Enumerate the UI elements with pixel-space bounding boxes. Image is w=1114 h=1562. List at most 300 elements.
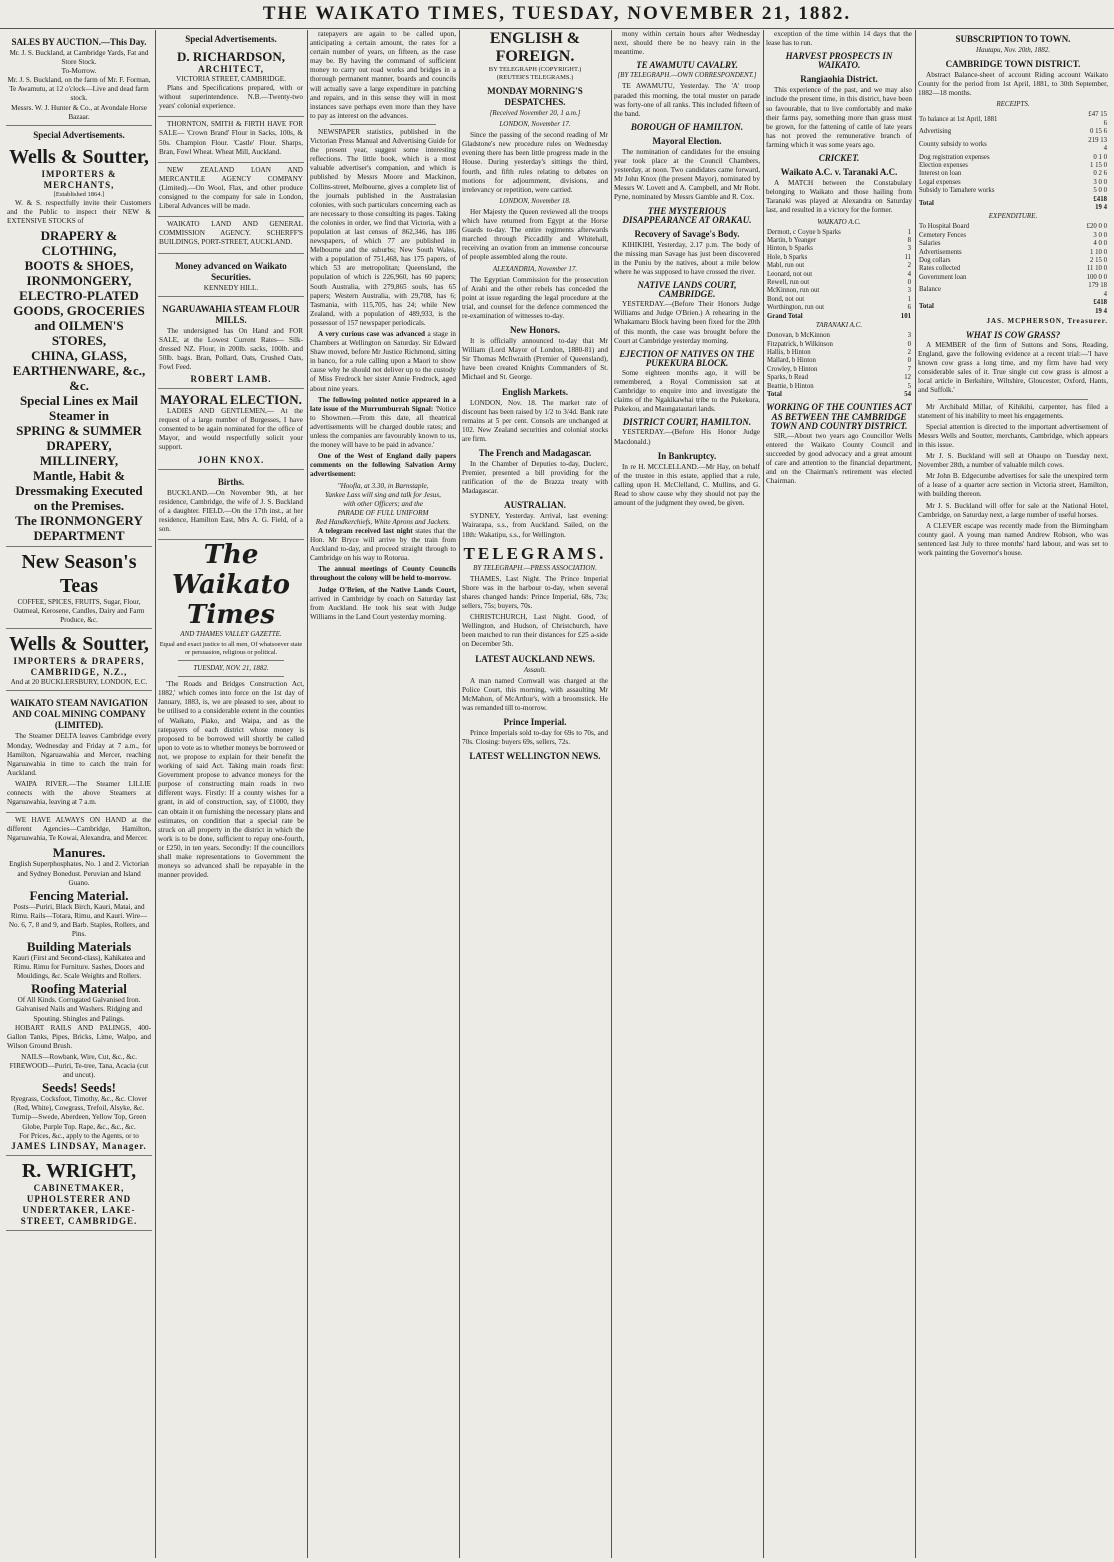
row-value: 219 13 4 <box>1088 136 1107 153</box>
row-value: 1 <box>907 295 911 303</box>
row-label: Election expenses <box>919 161 968 169</box>
list-line: To-Morrow. <box>61 67 97 76</box>
table-row <box>766 245 912 253</box>
table-row <box>766 313 912 321</box>
column-rule <box>459 30 460 1558</box>
cow-grass-heading: WHAT IS COW GRASS? <box>965 329 1061 340</box>
row-value: 3 <box>907 332 911 340</box>
local-note: Special attention is directed to the important advertisement of Messrs Wells and Soutter, merchants, Cambridge, which appears in this issue. <box>918 422 1108 449</box>
table-row <box>766 254 912 262</box>
auction-heading: SALES BY AUCTION.—This Day. <box>11 37 147 47</box>
table-row <box>918 257 1108 265</box>
despatches-heading: MONDAY MORNING'S DESPATCHES. <box>487 86 583 107</box>
alexandria-text: The Egyptian Commission for the prosecution of Arabi and the other rebels has conceded the point at issue regarding the legal procedure at the trial, and counsel for the defence commenced the re-examination of witnesses to-day. <box>462 275 608 320</box>
meeting-heading: The annual meetings of County Councils throughout the colony will be held to-morrow. <box>310 565 456 583</box>
list-line: Yankee Lass will sing and talk for Jesus, <box>325 490 441 499</box>
ngaru-title: NGARUAWAHIA STEAM FLOUR MILLS. <box>162 303 300 325</box>
teas-title: New Season's Teas <box>21 551 137 598</box>
mayoral-title: MAYORAL ELECTION. <box>160 392 302 408</box>
list-line: SPRING & SUMMER DRAPERY, <box>16 423 142 454</box>
wellington-heading: LATEST WELLINGTON NEWS. <box>469 751 601 762</box>
row-label: Sparks, b Read <box>767 374 808 382</box>
manures-title: Manures. <box>52 845 106 861</box>
row-label: Subsidy to Tamahere works <box>919 187 995 195</box>
english-foreign-sub2: (REUTER'S TELEGRAMS.) <box>496 74 574 81</box>
row-value: 1 15 0 <box>1090 161 1107 169</box>
cow-grass-text: A MEMBER of the firm of Suttons and Sons, Reading, England, gave the following evidence at a recent trial:—'I have known cow grass a long time, and my firm have had very considerable sales of it. True single cut cow grass is almost a local article in Berkshire, Wiltshire, Gloucester, Oxford, Hants, and Suffolk.' <box>918 341 1108 395</box>
row-label: Fitzpatrick, b Wilkinson <box>767 340 833 348</box>
table-row <box>918 162 1108 170</box>
local-note: Mr J. S. Buckland will offer for sale at the National Hotel, Cambridge, on Saturday next, a large number of useful horses. <box>918 501 1108 519</box>
honors-text: It is officially announced to-day that Mr William (Lord Mayor of London, 1880-81) and Sir Thomas McIlwraith (Premier of Queensland), have been created Knights Commanders of St. Michael and St. George. <box>462 337 608 382</box>
table-row <box>766 229 912 237</box>
row-label: Balance <box>919 286 941 294</box>
waipa-text: WAIPA RIVER.—The Steamer LILLIE connects with the above Steamers at Ngaruawahia, leaving at 7 a.m. <box>7 779 151 807</box>
ejection-text: Some eighteen months ago, it will be remembered, a Royal Commission sat at Cambridge to enquire into and investigate the claims of the Ngakikawhai tribe to the Pukekura, Pukekou, and Maungatautari lands. <box>614 368 760 414</box>
table-row <box>766 341 912 349</box>
list-line: Mr. J. S. Buckland, at Cambridge Yards, Fat and Store Stock. <box>9 49 149 67</box>
date-line: TUESDAY, NOV. 21, 1882. <box>193 664 269 673</box>
native-court-text: YESTERDAY.—(Before Their Honors Judge Williams and Judge O'Brien.) A rehearing in the Whakamaru Block having been fixed for the 20th of this month, the case was brought before the Court at Cambridge yesterday morning. <box>614 300 760 345</box>
row-label: Crowley, b Hinton <box>767 365 818 373</box>
awamutu-text: TE AWAMUTU, Yesterday. The 'A' troop paraded this morning, the total muster on parade was forty-one of all ranks. This included fifteen of the band. <box>614 82 760 118</box>
list-line: CHINA, GLASS, <box>31 348 127 364</box>
richardson-ad <box>158 46 304 117</box>
curious-heading: A very curious case was advanced <box>318 330 426 338</box>
seeds-text: Ryegrass, Cocksfoot, Timothy, &c., &c. Clover (Red, White), Cowgrass, Trefoil, Alsyke, &c. Turnip—Swede, Aberdeen, Yellow Top, Green Globe, Purple Top. Rape, &c., &c., &c. <box>10 1095 148 1131</box>
table-row <box>766 304 912 312</box>
ngaru-text: The undersigned has On Hand and FOR SALE, at the Lowest Current Rates— Silk-dressed NZ. Flour, in 200lb. sacks, 100lb. and 50lb. bags. Bran, Pollard, Oats, Crushed Oats, Fowl Feed. <box>159 326 303 371</box>
list-line: IRONMONGERY, <box>26 273 132 289</box>
teas-ad <box>6 547 152 629</box>
table-row <box>766 383 912 391</box>
receipts-table <box>918 111 1108 212</box>
row-label: Interest on loan <box>919 170 962 178</box>
row-label: Cemetery Fences <box>919 231 966 239</box>
list-line: The IRONMONGERY DEPARTMENT <box>15 513 143 544</box>
treasurer-signature: JAS. MCPHERSON, Treasurer. <box>986 316 1108 325</box>
table-row <box>766 374 912 382</box>
paper-title: The Waikato Times <box>172 540 290 630</box>
row-value: 1 10 0 <box>1090 248 1107 256</box>
row-label: Total <box>919 303 934 311</box>
awamutu-sub: [BY TELEGRAPH.—OWN CORRESPONDENT.] <box>617 71 757 80</box>
counties-text: SIR,—About two years ago Councillor Wells entered the Waikato County Council and succeeded by good advocacy and a great amount of care and attention to the financial department, and on the Chairman's retirement was elected Chairman. <box>766 431 912 486</box>
table-row <box>918 179 1108 187</box>
table-row <box>766 391 912 399</box>
table-row <box>918 232 1108 240</box>
richardson-title: D. RICHARDSON, <box>177 49 285 64</box>
native-court-heading: NATIVE LANDS COURT, CAMBRIDGE. <box>637 280 737 300</box>
table-row <box>766 287 912 295</box>
ws-stock-lines <box>7 228 151 543</box>
table-row <box>766 349 912 357</box>
row-label: Advertisements <box>919 248 962 256</box>
thames-text: THAMES, Last Night. The Prince Imperial Shore was in the harbour to-day, when several shares changed hands: Prince Imperial, 68s, 73s; sellers, 75s; buyers, 70s. <box>462 574 608 611</box>
mayor-text: The nomination of candidates for the ensuing year took place at the Council Chambers, yesterday, at noon. Two candidates came forward, Mr John Knox (the present Mayor), nominated by Messrs W. Lovett and A. Campbell, and Mr Robt. Pyne, nominated by Messrs Gamble and R. Cox. <box>614 147 760 202</box>
agencies-text: WE HAVE ALWAYS ON HAND at the different Agencies—Cambridge, Hamilton, Ngaruawahia, Te Kowai, Alexandra, and Mercer. <box>7 816 151 843</box>
row-label: To Hospital Board <box>919 223 970 231</box>
french-text: In the Chamber of Deputies to-day, Duclerc, Premier, presented a bill providing for the ratification of the de Brazza treaty with Madagascar. <box>462 460 608 496</box>
receipts-heading: RECEIPTS. <box>996 100 1030 109</box>
list-line: Mantle, Habit & Dressmaking Executed on the Premises. <box>15 468 143 514</box>
waikato-team-heading: WAIKATO A.C. <box>817 217 861 226</box>
australian-heading: AUSTRALIAN. <box>504 500 566 511</box>
row-value: 0 1 0 <box>1093 153 1107 161</box>
column-4 <box>462 30 608 1558</box>
money-name: KENNEDY HILL. <box>203 283 259 292</box>
seeds-title: Seeds! Seeds! <box>41 1080 117 1096</box>
thornton-ad <box>158 117 304 162</box>
row-label: Legal expenses <box>919 178 961 186</box>
ws2-address: And at 20 BUCKLERSBURY, LONDON, E.C. <box>10 678 148 687</box>
auction-notice <box>6 30 152 126</box>
table-row <box>918 111 1108 128</box>
hobart-text: HOBART RAILS AND PALINGS, 400-Gallon Tanks, Pipes, Bricks, Lime, Walpo, and Wilson Ground Brush. <box>7 1023 151 1050</box>
expenditure-heading: EXPENDITURE. <box>988 212 1038 221</box>
wright-text: CABINETMAKER, UPHOLSTERER AND UNDERTAKER, LAKE-STREET, CAMBRIDGE. <box>20 1182 138 1226</box>
seeds-tail: For Prices, &c., apply to the Agents, or to <box>19 1131 139 1140</box>
district-court-text: YESTERDAY.—(Before His Honor Judge Macdonald.) <box>614 428 760 446</box>
list-line: Special Lines ex Mail Steamer in <box>19 393 139 424</box>
wells-soutter-ad <box>6 142 152 547</box>
newspaper-stats-text: NEWSPAPER statistics, published in the Victorian Press Manual and Advertising Guide for the present year, suggest some interesting reflections. The little book, which is a most valuable advertiser's companion, and which is published by Messrs Moore and Mackinon, Collins-street, Melbourne, gives a complete list of the journals published in the Australasian colonies, with such particulars concerning each as are necessary to those consulting its pages. Taking the colonies in order, we find that Victoria, with a population at last census of 862,346, has 186 newspapers, of which 77 are published in Melbourne and the suburbs; New South Wales, with a population of 751,468, has 175 papers, of which 53 are metropolitan; Queensland, the population of which is 226,960, has 60 papers; South Australia, with 279,865 souls, has 65 papers; Western Australia, with 29,708, has 6; Tasmania, with 115,705, has 24; while New Zealand, with a population of 489,933, is the possessor of 157 newspaper periodicals. <box>310 127 456 327</box>
savage-sub: Recovery of Savage's Body. <box>634 228 740 239</box>
bankruptcy-heading: In Bankruptcy. <box>657 450 717 461</box>
row-label: To balance at 1st April, 1881 <box>919 115 998 123</box>
column-rule <box>611 30 612 1558</box>
row-value: 11 10 0 <box>1086 265 1107 273</box>
australian-text: SYDNEY, Yesterday. Arrival, last evening: Wairarapa, s.s., from Auckland. Sailed, on the 18th: Wakatipu, s.s., for Wellington. <box>462 512 608 539</box>
agencies-ad <box>6 813 152 1156</box>
local-note: Mr Archibald Millar, of Kihikihi, carpenter, has filed a statement of his inability to meet his engagements. <box>918 402 1108 420</box>
row-value: 6 <box>907 304 911 312</box>
ngaruawahia-ad <box>158 297 304 389</box>
markets-heading: English Markets. <box>501 386 568 397</box>
row-value: 1 <box>907 228 911 236</box>
auckland-text: A man named Cornwall was charged at the Police Court, this morning, with assaulting Mr McMahon, of McArthur's, with a broomstick. He was remanded till to-morrow. <box>462 676 608 712</box>
nzloan-text: NEW ZEALAND LOAN AND MERCANTILE AGENCY COMPANY (Limited).—On Wool, Flax, and other produce consigned to the company for sale in London, Liberal Advances will be made. <box>159 165 303 211</box>
prince-text: Prince Imperials sold to-day for 69s to 70s, and 70s. Closing: buyers 69s, sellers, 72s. <box>462 728 608 747</box>
row-value: 2 15 0 <box>1090 257 1107 265</box>
table-row <box>918 187 1108 195</box>
curious-text: a stage in Chambers at Wellington on Saturday. Sir Edward Shaw moved, before Mr Justice Richmond, sitting in banco, for a rule calling upon a Maori to show cause why he should not deliver up to the custody of Miss Fredrock her sister Annie Fredrock, aged about nine years. <box>310 330 456 393</box>
table-row <box>766 237 912 245</box>
notice-heading: The following pointed notice appeared in a late issue of the Murrumburrah Signal: <box>310 395 456 413</box>
divider <box>330 124 436 125</box>
editorial-text: 'The Roads and Bridges Construction Act, 1882,' which comes into force on the 1st day of January, 1883, is, we are pleased to see, about to be utilised to a considerable extent in the counties of Waikato, Piako, and Waipa, and as the ratepayers of each district whose money is proposed to be borrowed will shortly be called upon to vote as to whether moneys be borrowed or not, we propose to explain for their benefit the working of said Act. Taking main roads first: Government propose to advance moneys for the purpose of constructing main roads in two different ways. Firstly: If a county wishes for a grant, in aid of construction, say, of £1000, they can obtain it on furnishing the necessary plans and estimates, on condition that a special rate be struck on all property in the district in which the work is to be done, sufficient to repay one-fourth, or £250, in ten years. Secondly: If the councillors shall make representations to Government the moneys so advanced shall be repayable in the manner provided. <box>158 680 304 880</box>
govt-heading: A telegram received last night <box>318 526 413 535</box>
salvation-heading: One of the West of England daily papers comments on the following Salvation Army advertisement: <box>310 452 456 479</box>
row-value: 12 <box>904 374 911 382</box>
lamb-signature: ROBERT LAMB. <box>190 374 272 385</box>
table-row <box>766 262 912 270</box>
row-value: 5 0 0 <box>1093 187 1107 195</box>
telegrams-sub: BY TELEGRAPH.—PRESS ASSOCIATION. <box>473 563 597 572</box>
steam-heading: WAIKATO STEAM NAVIGATION AND COAL MINING COMPANY (LIMITED). <box>10 698 148 731</box>
building-title: Building Materials <box>26 939 132 955</box>
rangiaohia-heading: Rangiaohia District. <box>800 74 878 85</box>
list-line: Red Handkerchiefs, White Aprons and Jackets. <box>315 517 451 526</box>
row-label: Bond, not out <box>767 295 805 303</box>
paper-subtitle: AND THAMES VALLEY GAZETTE. <box>180 630 282 638</box>
top-text: mony within certain hours after Wednesday next, should there be no heavy rain in the meantime. <box>614 30 760 57</box>
list-line: with other Officers; and the <box>343 499 423 508</box>
row-value: 8 <box>907 237 911 244</box>
telegrams-title: TELEGRAMS. <box>463 543 607 563</box>
christchurch-text: CHRISTCHURCH, Last Night. Good, of Wellington, and Hudson, of Christchurch, have been matched to run their distances for £25 a-side on December 5th. <box>462 613 608 649</box>
table-row <box>918 170 1108 178</box>
list-line: BOOTS & SHOES, <box>24 258 134 274</box>
column-rule <box>155 30 156 1558</box>
list-line: "Hoofla, at 3.30, in Barnstaple, <box>337 481 429 490</box>
row-label: Government loan <box>919 273 967 281</box>
wells-soutter-ad-2 <box>6 629 152 691</box>
taranaki-team-heading: TARANAKI A.C. <box>815 321 863 330</box>
list-line: MILLINERY, <box>39 453 119 469</box>
bankruptcy-text: In re H. MCCLELLAND.—Mr Hay, on behalf of the trustee in this estate, applied that a rule, calling upon H. McClelland, C. Mullins, and G. Read to show cause why they should not pay the amount of the judgment they owed, be given. <box>614 462 760 508</box>
row-value: 2 <box>907 348 911 356</box>
row-label: Hole, b Sparks <box>767 253 808 261</box>
special-ads-heading: Special Advertisements. <box>33 129 125 140</box>
awamutu-heading: TE AWAMUTU CAVALRY. <box>636 60 738 71</box>
row-label: Hinton, b Sparks <box>767 245 813 253</box>
row-value: 3 0 0 <box>1093 231 1107 239</box>
births-text: BUCKLAND.—On November 9th, at her residence, Cambridge, the wife of J. S. Buckland of a daughter. FIELD.—On the 17th inst., at her residence, Hamilton East, Mrs A. G. Field, of a son. <box>159 488 303 533</box>
row-value: £418 19 4 <box>1093 195 1107 211</box>
manures-text: English Superphosphates, No. 1 and 2. Victorian and Sydney Bonedust. Peruvian and Island Guano. <box>9 860 149 887</box>
dateline-london-1: LONDON, November 17. <box>499 120 571 129</box>
expenditure-table <box>918 223 1108 315</box>
steam-text: The Steamer DELTA leaves Cambridge every Monday, Wednesday and Friday at 7 a.m., for Hamilton, Ngaruawahia and Mercer, reaching Ngaruawahia in time to catch the train for Auckland. <box>7 732 151 777</box>
subscription-heading: SUBSCRIPTION TO TOWN. <box>955 34 1071 44</box>
top-text: exception of the time within 14 days that the lease has to run. <box>766 30 912 48</box>
row-label: Mabl, run out <box>767 262 805 270</box>
special-ads-heading: Special Advertisements. <box>185 34 277 44</box>
auckland-sub: Assault. <box>523 665 547 674</box>
table-row <box>918 196 1108 213</box>
row-label: Worthington, run out <box>767 304 825 312</box>
row-value: 2 <box>907 262 911 270</box>
row-value: 4 <box>907 270 911 278</box>
column-6 <box>766 30 912 1558</box>
ws2-title: Wells & Soutter, <box>9 633 149 656</box>
ejection-heading: EJECTION OF NATIVES ON THE PUKEKURA BLOCK. <box>619 348 755 368</box>
column-rule <box>915 30 916 1558</box>
row-label: Beattie, b Hinton <box>767 382 814 390</box>
rangiaohia-text: This experience of the past, and we may also include the present time, in this district, have been so favourable, that to live comfortably and make their farms pay, something more than grass must be grown, for the fattening of cattle of late years has not proved the remunerative branch of farming which it was some years ago. <box>766 86 912 149</box>
mayor-heading: Mayoral Election. <box>652 135 722 146</box>
local-note: Mr John B. Edgecumbe advertises for sale the unexpired term of a lease of a quarter acre section in Victoria street, Hamilton, with building thereon. <box>918 472 1108 499</box>
column-1 <box>6 30 152 1558</box>
row-label: Total <box>767 391 782 398</box>
account-sub: Abstract Balance-sheet of account Riding account Waikato County for the period from 1st April, 1881, to 30th September, 1882—18 months. <box>918 71 1108 98</box>
ws-subtitle: IMPORTERS & MERCHANTS, <box>41 168 117 190</box>
richardson-address: VICTORIA STREET, CAMBRIDGE. <box>176 75 286 83</box>
births-notice <box>158 470 304 540</box>
account-heading: CAMBRIDGE TOWN DISTRICT. <box>945 59 1081 70</box>
wright-ad <box>6 1156 152 1231</box>
row-value: 0 <box>907 340 911 348</box>
column-5 <box>614 30 760 1558</box>
richardson-subtitle: ARCHITECT, <box>197 64 265 74</box>
divider <box>178 660 284 661</box>
table-row <box>918 249 1108 257</box>
row-value: 0 <box>907 279 911 287</box>
column-7 <box>918 30 1108 1558</box>
table-row <box>766 271 912 279</box>
roofing-title: Roofing Material <box>31 981 127 997</box>
row-value: 0 15 6 <box>1090 128 1107 136</box>
french-heading: The French and Madagascar. <box>478 448 592 458</box>
list-line: EARTHENWARE, &c., &c. <box>12 363 146 394</box>
table-row <box>918 265 1108 273</box>
table-row <box>766 357 912 365</box>
savage-text: KIHIKIHI, Yesterday, 2.17 p.m. The body of the missing man Savage has just been discovered in the Puniu by the natives, about a mile below where he was supposed to have crossed the river. <box>614 240 760 276</box>
row-value: £20 0 0 <box>1086 223 1107 231</box>
row-label: Rates collected <box>919 265 961 273</box>
row-label: Martin, b Yeanger <box>767 237 817 244</box>
row-value: 7 <box>907 365 911 373</box>
harvest-heading: HARVEST PROSPECTS IN WAIKATO. <box>785 51 893 71</box>
row-label: Hallis, b Hinton <box>767 348 811 356</box>
cricket-heading: CRICKET. <box>818 153 860 164</box>
english-foreign-sub: BY TELEGRAPH (COPYRIGHT.) <box>488 66 582 73</box>
lindsay-signature: JAMES LINDSAY, Manager. <box>11 1140 147 1151</box>
mayoral-ad <box>158 389 304 469</box>
masthead: THE WAIKATO TIMES, TUESDAY, NOVEMBER 21, 1882. <box>0 0 1114 29</box>
mayoral-text: LADIES AND GENTLEMEN,— At the request of a large number of Burgesses, I have consented to be again nominated for the office of Mayor, and would respectfully solicit your support. <box>159 407 303 452</box>
table-row <box>918 240 1108 248</box>
received-line: [Received November 20, 1 a.m.] <box>489 109 581 117</box>
row-label: Salaries <box>919 240 941 248</box>
local-note: A CLEVER escape was recently made from the Birmingham county gaol. A young man named Andrew Robson, who was sentenced last July to three months' hard labour, and was set to work painting the Governor's house. <box>918 521 1108 557</box>
list-line: Mr. J. S. Buckland, on the farm of Mr. F. Forman, Te Awamutu, at 12 o'clock—Live and dead farm stock. <box>7 76 151 103</box>
row-label: Advertising <box>919 128 952 136</box>
table-row <box>766 332 912 340</box>
list-line: PARADE OF FULL UNIFORM <box>337 508 429 517</box>
list-line: ELECTRO-PLATED GOODS, GROCERIES and OILMEN'S STORES, <box>13 288 145 349</box>
row-label: Mallard, b Hinton <box>767 357 816 365</box>
knox-signature: JOHN KNOX. <box>197 454 265 465</box>
table-row <box>918 154 1108 162</box>
honors-heading: New Honors. <box>510 325 560 336</box>
divider <box>938 399 1088 400</box>
notice-text: 'Notice to Showmen.—From this date, all theatrical advertisements will be charged double rates; and unless the companies are favourably known to us, the money will have to be paid in advance.' <box>310 404 456 450</box>
markets-text: LONDON, Nov. 18. The market rate of discount has been raised by 1/2 to 3/4d. Bank rate remains at 5 per cent. Consols are unchanged at 102. New Zealand securities and colonial stocks are firm. <box>462 398 608 443</box>
row-value: 54 <box>904 391 911 398</box>
row-value: 4 0 0 <box>1093 240 1107 248</box>
judge-heading: Judge O'Brien, of the Native Lands Court, <box>318 585 456 594</box>
row-value: £418 19 4 <box>1093 299 1107 315</box>
column-3 <box>310 30 456 1558</box>
steam-navigation-ad <box>6 691 152 813</box>
richardson-text: Plans and Specifications prepared, with or without superintendence. N.B.—Twenty-two years' colonial experience. <box>159 84 303 111</box>
column-2 <box>158 30 304 1558</box>
row-value: 3 <box>907 287 911 295</box>
row-label: Dog registration expenses <box>919 153 990 161</box>
prince-heading: Prince Imperial. <box>503 716 567 727</box>
dateline-london-2: LONDON, November 18. <box>499 196 571 205</box>
table-row <box>918 223 1108 231</box>
firewood-text: FIREWOOD—Puriri, Te-tree, Tana, Acacia (cut and uncut). <box>9 1062 149 1080</box>
list-line: Messrs. W. J. Hunter & Co., at Avondale Horse Bazaar. <box>11 103 147 121</box>
dateline-alexandria: ALEXANDRIA, November 17. <box>492 264 578 273</box>
table-row <box>918 274 1108 282</box>
table-row <box>918 299 1108 316</box>
list-line: DRAPERY & CLOTHING, <box>40 228 118 259</box>
judge-text: arrived in Cambridge by coach on Saturday last from Auckland. He took his seat with Judge Williams in the Land Court yesterday morning. <box>310 594 456 621</box>
table-row <box>918 282 1108 299</box>
column-rule <box>307 30 308 1558</box>
table-row <box>918 128 1108 136</box>
nzloan-ad <box>158 163 304 217</box>
births-title: Births. <box>217 476 245 487</box>
wright-title: R. WRIGHT, <box>21 1159 137 1182</box>
waikato-land-ad <box>158 217 304 253</box>
waikato-scorecard <box>766 229 912 321</box>
row-value: £47 15 6 <box>1088 111 1107 127</box>
row-label: Dog collars <box>919 257 951 265</box>
row-value: 11 <box>904 253 911 261</box>
row-value: 179 18 4 <box>1088 282 1107 298</box>
row-label: Total <box>919 199 934 207</box>
row-value: 0 2 6 <box>1093 170 1107 178</box>
teas-text: COFFEE, SPICES, FRUITS, Sugar, Flour, Oatmeal, Kerosene, Candles, Dairy and Farm Produce, &c. <box>13 598 145 625</box>
district-court-heading: DISTRICT COURT, HAMILTON. <box>622 417 752 428</box>
fencing-text: Posts—Puriri, Black Birch, Kauri, Matai, and Rimu. Rails—Totara, Rimu, and Kauri. Wire—No. 6, 7, 8 and 9, and Barb. Staples, Rollers, and Pins. <box>8 902 150 938</box>
savage-heading: THE MYSTERIOUS DISAPPEARANCE AT ORAKAU. <box>622 205 752 225</box>
ws-title: Wells & Soutter, <box>9 145 149 168</box>
row-value: 100 0 0 <box>1086 273 1107 281</box>
ws-established: [Established 1864.] <box>53 190 105 198</box>
money-ad <box>158 254 304 297</box>
column-rule <box>763 30 764 1558</box>
subscription-text: Hautapu, Nov. 20th, 1882. <box>976 46 1050 54</box>
paper-motto: Equal and exact justice to all men, Of whatsoever state or persuasion, religious or political. <box>159 641 303 657</box>
cricket-text: A MATCH between the Constabulary belonging to Waikato and those hailing from Taranaki was played at Alexandra on Saturday last, and resulted in a victory for the former. <box>766 179 912 215</box>
divider <box>178 676 284 677</box>
ws-intro: W. & S. respectfully invite their Customers and the Public to inspect their NEW & EXTENSIVE STOCKS of <box>7 198 151 225</box>
building-text: Kauri (First and Second-class), Kahikatea and Rimu. Rimu for Furniture. Sashes, Doors and Mouldings, &c. Scale Weights and Rollers. <box>12 954 146 981</box>
editorial-continuation: ratepayers are again to be called upon, anticipating a certain amount, the rates for a certain number of years, on fifteen, as the case may be. By having the command of sufficient money to carry out road works and bridges in a thorough permanent manner, boards and councils will actually save a large expenditure in patching and repairs, and in this sense they will in most instances save perhaps even more than they have to pay as interest on the advances. <box>310 30 456 120</box>
local-note: Mr J. S. Buckland will sell at Ohaupo on Tuesday next, November 28th, a number of valuable milch cows. <box>918 452 1108 470</box>
table-row <box>766 279 912 287</box>
row-value: 3 <box>907 245 911 253</box>
hamilton-heading: BOROUGH OF HAMILTON. <box>630 121 744 132</box>
row-label: Leonard, not out <box>767 270 813 278</box>
london-2-text: Her Majesty the Queen reviewed all the troops which have returned from Egypt at the Horse Guards to-day. The entire regiments afterwards marched through Piccadilly and Whitehall, receiving an ovation from an immense concourse of people assembled along the route. <box>462 207 608 262</box>
auckland-heading: LATEST AUCKLAND NEWS. <box>475 653 595 664</box>
taranaki-scorecard <box>766 332 912 399</box>
table-row <box>766 296 912 304</box>
local-notes <box>918 403 1108 559</box>
row-value: 101 <box>900 312 911 320</box>
cricket-sub: Waikato A.C. v. Taranaki A.C. <box>780 167 898 178</box>
london-1-text: Since the passing of the second reading of Mr Gladstone's new procedure rules on Wednesday evening there has been little progress made in the House. During yesterday's sittings the third, fourth, and fifth rules relating to debates on motions for adjournment, divisions, and irrelevancy or repetition, were carried. <box>462 131 608 194</box>
ws2-subtitle: IMPORTERS & DRAPERS, CAMBRIDGE, N.Z., <box>13 656 145 678</box>
counties-heading: WORKING OF THE COUNTIES ACT AS BETWEEN THE CAMBRIDGE TOWN AND COUNTRY DISTRICT. <box>766 402 912 431</box>
auction-lines <box>7 49 151 122</box>
row-value: 0 <box>907 357 911 365</box>
money-title: Money advanced on Waikato Securities. <box>175 260 287 282</box>
row-label: County subsidy to works <box>919 140 987 148</box>
waikato-land-text: WAIKATO LAND AND GENERAL COMMISSION AGENCY. SCHERFF'S BUILDINGS, PORT-STREET, AUCKLAND. <box>159 220 303 247</box>
roofing-text: Of All Kinds. Corrugated Galvanised Iron. Galvanised Nails and Washers. Ridging and Spouting. Shingles and Palings. <box>15 996 143 1023</box>
thornton-text: THORNTON, SMITH & FIRTH HAVE FOR SALE— 'Crown Brand' Flour in Sacks, 100s, & 50s. Champion Flour. 'Castle' Flour. Sharps, Bran, Fowl Wheat. Wheat Mill, Auckland. <box>159 120 303 156</box>
row-label: McKinnon, run out <box>767 287 820 295</box>
row-value: 5 <box>907 382 911 390</box>
